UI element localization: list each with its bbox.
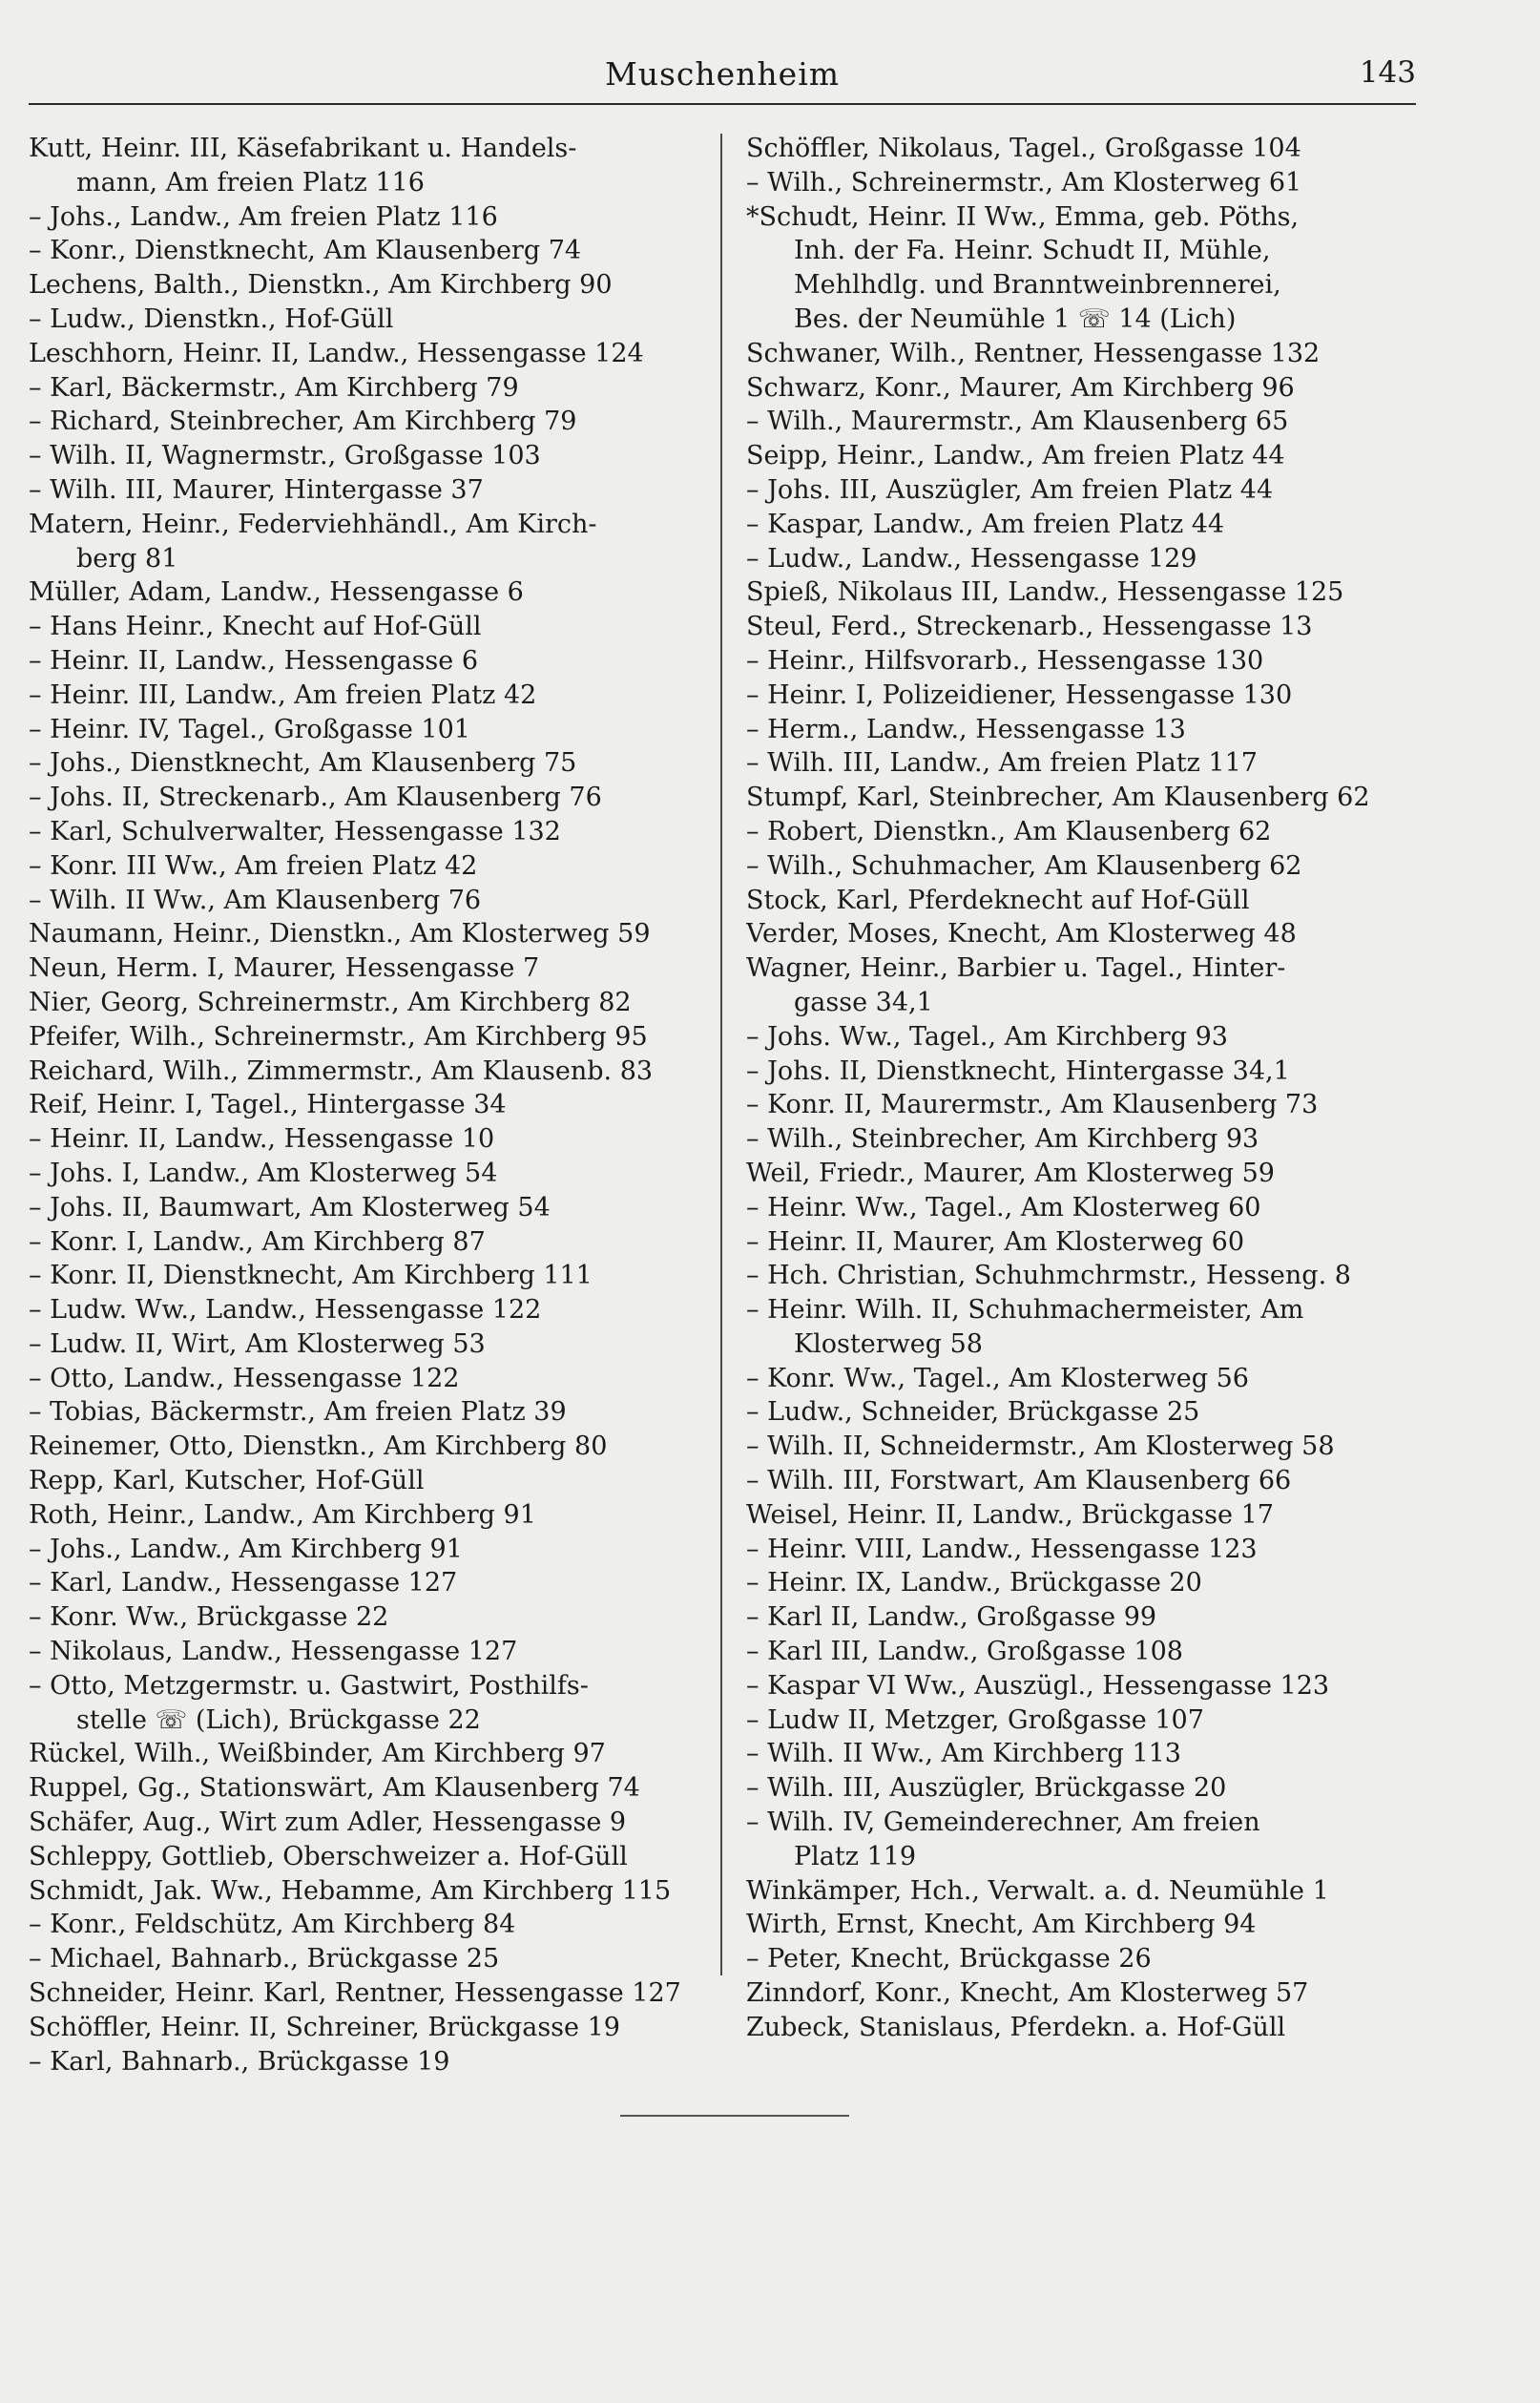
directory-entry: – Karl, Bahnarb., Brückgasse 19 <box>29 2046 450 2077</box>
directory-entry: Winkämper, Hch., Verwalt. a. d. Neumühle 1 <box>746 1875 1329 1906</box>
bottom-rule <box>620 2115 849 2117</box>
directory-entry: – Johs. II, Dienstknecht, Hintergasse 34,1 <box>746 1055 1290 1086</box>
directory-entry: – Wilh., Maurermstr., Am Klausenberg 65 <box>746 407 1289 437</box>
directory-entry: – Heinr. III, Landw., Am freien Platz 42 <box>29 679 537 710</box>
directory-entry: – Richard, Steinbrecher, Am Kirchberg 79 <box>29 407 577 437</box>
directory-entry: – Heinr. IV, Tagel., Großgasse 101 <box>29 714 470 744</box>
directory-entry: Müller, Adam, Landw., Hessengasse 6 <box>29 577 524 608</box>
directory-entry: Spieß, Nikolaus III, Landw., Hessengasse 125 <box>746 577 1344 608</box>
directory-entry: Verder, Moses, Knecht, Am Klosterweg 48 <box>746 919 1297 950</box>
directory-entry: – Wilh. III, Landw., Am freien Platz 117 <box>746 748 1258 779</box>
directory-entry: *Schudt, Heinr. II Ww., Emma, geb. Pöths, <box>746 201 1300 232</box>
directory-entry: – Ludw. Ww., Landw., Hessengasse 122 <box>29 1295 542 1326</box>
directory-entry: – Nikolaus, Landw., Hessengasse 127 <box>29 1637 518 1667</box>
directory-entry: Naumann, Heinr., Dienstkn., Am Klosterweg 59 <box>29 919 651 950</box>
directory-entry: – Robert, Dienstkn., Am Klausenberg 62 <box>746 816 1272 846</box>
directory-entry: – Peter, Knecht, Brückgasse 26 <box>746 1944 1152 1975</box>
directory-entry: – Johs. III, Auszügler, Am freien Platz 44 <box>746 474 1274 505</box>
directory-entry: Schwarz, Konr., Maurer, Am Kirchberg 96 <box>746 372 1295 403</box>
directory-entry: Stumpf, Karl, Steinbrecher, Am Klausenberg 62 <box>746 783 1370 813</box>
directory-entry: – Konr. I, Landw., Am Kirchberg 87 <box>29 1226 486 1257</box>
directory-entry: – Ludw II, Metzger, Großgasse 107 <box>746 1704 1204 1735</box>
entry-continuation: Klosterweg 58 <box>794 1328 983 1359</box>
directory-entry: – Heinr. VIII, Landw., Hessengasse 123 <box>746 1534 1258 1564</box>
directory-entry: – Johs., Dienstknecht, Am Klausenberg 75 <box>29 748 577 779</box>
directory-entry: Schmidt, Jak. Ww., Hebamme, Am Kirchberg 115 <box>29 1875 672 1906</box>
directory-entry: – Johs. II, Baumwart, Am Klosterweg 54 <box>29 1192 551 1222</box>
directory-entry: Matern, Heinr., Federviehhändl., Am Kirch- <box>29 509 597 539</box>
directory-entry: – Heinr. II, Landw., Hessengasse 10 <box>29 1124 495 1155</box>
directory-entry: – Heinr. I, Polizeidiener, Hessengasse 130 <box>746 679 1293 710</box>
page-number: 143 <box>1359 55 1416 90</box>
directory-entry: – Wilh. II, Wagnermstr., Großgasse 103 <box>29 441 541 471</box>
directory-entry: – Karl, Landw., Hessengasse 127 <box>29 1568 458 1599</box>
directory-entry: – Tobias, Bäckermstr., Am freien Platz 39 <box>29 1397 567 1428</box>
directory-entry: Lechens, Balth., Dienstkn., Am Kirchberg 90 <box>29 270 613 301</box>
directory-entry: – Ludw., Dienstkn., Hof-Güll <box>29 303 394 334</box>
directory-entry: – Wilh. III, Auszügler, Brückgasse 20 <box>746 1773 1227 1804</box>
directory-entry: – Ludw., Landw., Hessengasse 129 <box>746 543 1197 574</box>
entry-continuation: stelle ☏ (Lich), Brückgasse 22 <box>76 1704 481 1735</box>
directory-entry: – Heinr. IX, Landw., Brückgasse 20 <box>746 1568 1202 1599</box>
entry-continuation: Inh. der Fa. Heinr. Schudt II, Mühle, <box>794 236 1271 266</box>
directory-entry: – Michael, Bahnarb., Brückgasse 25 <box>29 1944 500 1975</box>
directory-entry: – Karl II, Landw., Großgasse 99 <box>746 1602 1157 1633</box>
entry-continuation: Bes. der Neumühle 1 ☏ 14 (Lich) <box>794 303 1237 334</box>
directory-entry: – Wilh. II Ww., Am Kirchberg 113 <box>746 1739 1181 1769</box>
directory-entry: Nier, Georg, Schreinermstr., Am Kirchberg 82 <box>29 987 632 1017</box>
directory-entry: Stock, Karl, Pferdeknecht auf Hof-Güll <box>746 885 1250 915</box>
directory-entry: Seipp, Heinr., Landw., Am freien Platz 44 <box>746 441 1285 471</box>
entry-continuation: mann, Am freien Platz 116 <box>76 167 425 198</box>
entry-continuation: berg 81 <box>76 543 178 574</box>
directory-entry: Reinemer, Otto, Dienstkn., Am Kirchberg 80 <box>29 1431 608 1462</box>
directory-entry: – Johs. Ww., Tagel., Am Kirchberg 93 <box>746 1021 1228 1052</box>
page-title: Muschenheim <box>604 55 841 93</box>
directory-entry: Schneider, Heinr. Karl, Rentner, Hessengasse 127 <box>29 1978 681 2009</box>
directory-entry: Schöffler, Nikolaus, Tagel., Großgasse 104 <box>746 134 1301 163</box>
directory-entry: Weil, Friedr., Maurer, Am Klosterweg 59 <box>746 1158 1275 1188</box>
directory-entry: Pfeifer, Wilh., Schreinermstr., Am Kirchberg 95 <box>29 1021 648 1052</box>
directory-entry: – Otto, Metzgermstr. u. Gastwirt, Posthilfs- <box>29 1670 589 1701</box>
directory-entry: Schwaner, Wilh., Rentner, Hessengasse 132 <box>746 338 1321 368</box>
directory-entry: Roth, Heinr., Landw., Am Kirchberg 91 <box>29 1499 536 1530</box>
directory-entry: – Karl, Bäckermstr., Am Kirchberg 79 <box>29 372 519 403</box>
directory-entry: Schäfer, Aug., Wirt zum Adler, Hessengasse 9 <box>29 1807 627 1838</box>
directory-entry: – Karl III, Landw., Großgasse 108 <box>746 1637 1183 1667</box>
entry-continuation: Platz 119 <box>794 1841 917 1871</box>
directory-entry: Reichard, Wilh., Zimmermstr., Am Klausenb. 83 <box>29 1055 654 1086</box>
directory-entry: Wirth, Ernst, Knecht, Am Kirchberg 94 <box>746 1910 1257 1940</box>
directory-entry: – Wilh. II, Schneidermstr., Am Klosterweg 58 <box>746 1431 1335 1462</box>
directory-entry: – Wilh. II Ww., Am Klausenberg 76 <box>29 885 482 915</box>
directory-entry: – Konr., Feldschütz, Am Kirchberg 84 <box>29 1910 516 1940</box>
directory-entry: – Wilh., Steinbrecher, Am Kirchberg 93 <box>746 1124 1259 1155</box>
directory-entry: Leschhorn, Heinr. II, Landw., Hessengasse 124 <box>29 338 644 368</box>
directory-entry: – Johs., Landw., Am freien Platz 116 <box>29 201 498 232</box>
directory-entry: – Johs., Landw., Am Kirchberg 91 <box>29 1534 463 1564</box>
directory-entry: Steul, Ferd., Streckenarb., Hessengasse 13 <box>746 612 1313 642</box>
directory-entry: – Otto, Landw., Hessengasse 122 <box>29 1363 460 1393</box>
directory-entry: Schöffler, Heinr. II, Schreiner, Brückgasse 19 <box>29 2012 620 2042</box>
directory-entry: – Wilh. IV, Gemeinderechner, Am freien <box>746 1807 1260 1838</box>
directory-entry: – Herm., Landw., Hessengasse 13 <box>746 714 1186 744</box>
directory-entry: – Johs. II, Streckenarb., Am Klausenberg 76 <box>29 783 602 813</box>
directory-entry: Zinndorf, Konr., Knecht, Am Klosterweg 57 <box>746 1978 1309 2009</box>
directory-entry: Neun, Herm. I, Maurer, Hessengasse 7 <box>29 953 540 984</box>
directory-entry: – Johs. I, Landw., Am Klosterweg 54 <box>29 1158 498 1188</box>
directory-entry: Reif, Heinr. I, Tagel., Hintergasse 34 <box>29 1090 507 1120</box>
entry-continuation: Mehlhdlg. und Branntweinbrennerei, <box>794 270 1281 301</box>
directory-entry: – Heinr., Hilfsvorarb., Hessengasse 130 <box>746 645 1264 676</box>
directory-entry: – Karl, Schulverwalter, Hessengasse 132 <box>29 816 561 846</box>
directory-entry: – Heinr. Wilh. II, Schuhmachermeister, Am <box>746 1295 1304 1326</box>
directory-entry: – Kaspar VI Ww., Auszügl., Hessengasse 123 <box>746 1670 1330 1701</box>
directory-entry: – Konr. II, Dienstknecht, Am Kirchberg 111 <box>29 1261 593 1291</box>
directory-entry: Kutt, Heinr. III, Käsefabrikant u. Handels- <box>29 134 577 163</box>
directory-entry: – Konr., Dienstknecht, Am Klausenberg 74 <box>29 236 582 266</box>
page-header <box>29 55 1416 103</box>
directory-entry: – Konr. II, Maurermstr., Am Klausenberg 73 <box>746 1090 1319 1120</box>
directory-entry: Wagner, Heinr., Barbier u. Tagel., Hinter- <box>746 953 1286 984</box>
directory-entry: – Heinr. II, Maurer, Am Klosterweg 60 <box>746 1226 1245 1257</box>
directory-entry: – Heinr. II, Landw., Hessengasse 6 <box>29 645 479 676</box>
directory-entry: – Heinr. Ww., Tagel., Am Klosterweg 60 <box>746 1192 1261 1222</box>
right-column <box>746 132 1416 2045</box>
directory-entry: Ruppel, Gg., Stationswärt, Am Klausenberg 74 <box>29 1773 640 1804</box>
directory-entry: Repp, Karl, Kutscher, Hof-Güll <box>29 1466 425 1496</box>
directory-entry: – Kaspar, Landw., Am freien Platz 44 <box>746 509 1225 539</box>
directory-entry: – Konr. Ww., Tagel., Am Klosterweg 56 <box>746 1363 1249 1393</box>
directory-entry: – Ludw., Schneider, Brückgasse 25 <box>746 1397 1200 1428</box>
directory-entry: Rückel, Wilh., Weißbinder, Am Kirchberg 97 <box>29 1739 606 1769</box>
directory-entry: – Konr. III Ww., Am freien Platz 42 <box>29 850 478 881</box>
header-rule <box>29 103 1416 105</box>
directory-entry: – Ludw. II, Wirt, Am Klosterweg 53 <box>29 1328 486 1359</box>
directory-entry: – Wilh., Schuhmacher, Am Klausenberg 62 <box>746 850 1302 881</box>
directory-entry: – Wilh., Schreinermstr., Am Klosterweg 61 <box>746 167 1302 198</box>
entry-continuation: gasse 34,1 <box>794 987 933 1017</box>
column-divider <box>720 134 722 1975</box>
directory-entry: – Wilh. III, Forstwart, Am Klausenberg 66 <box>746 1466 1292 1496</box>
directory-entry: – Konr. Ww., Brückgasse 22 <box>29 1602 389 1633</box>
directory-entry: – Wilh. III, Maurer, Hintergasse 37 <box>29 474 484 505</box>
directory-entry: – Hans Heinr., Knecht auf Hof-Güll <box>29 612 482 642</box>
directory-entry: Zubeck, Stanislaus, Pferdekn. a. Hof-Güll <box>746 2012 1286 2042</box>
directory-entry: – Hch. Christian, Schuhmchrmstr., Hesseng. 8 <box>746 1261 1351 1291</box>
left-column <box>29 132 704 2079</box>
directory-entry: Schleppy, Gottlieb, Oberschweizer a. Hof-Güll <box>29 1841 628 1871</box>
directory-entry: Weisel, Heinr. II, Landw., Brückgasse 17 <box>746 1499 1274 1530</box>
